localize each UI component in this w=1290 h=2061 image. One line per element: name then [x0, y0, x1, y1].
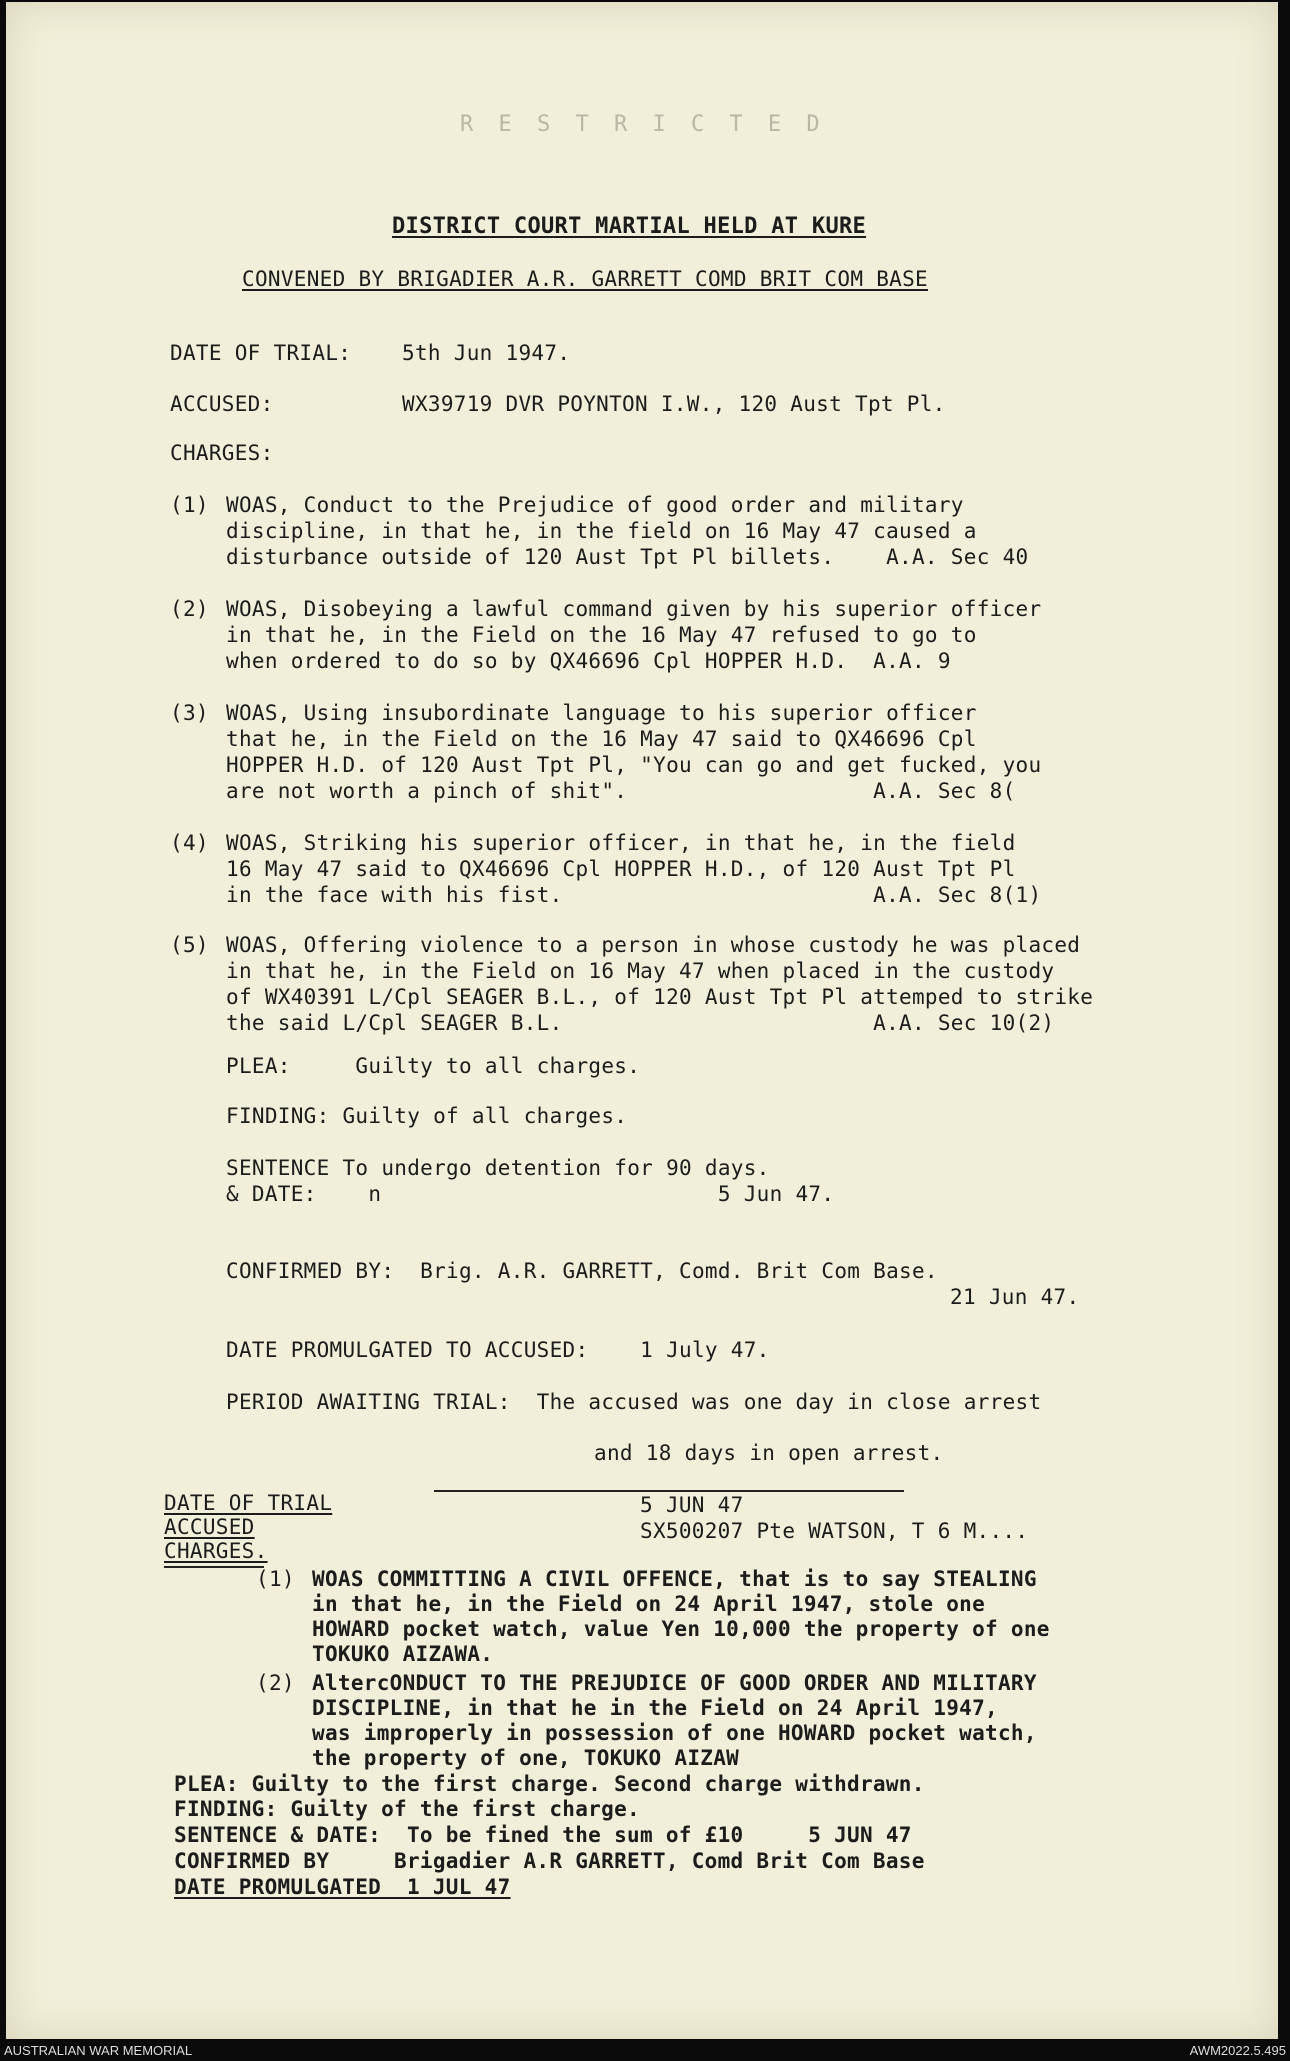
plea: PLEA: Guilty to all charges.	[226, 1054, 641, 1078]
charge-line: WOAS, Disobeying a lawful command given by his superior officer	[226, 597, 1042, 621]
trial2-sentence: SENTENCE & DATE: To be fined the sum of £10 5 JUN 47	[174, 1823, 912, 1847]
charge-line: WOAS, Striking his superior officer, in that he, in the field	[226, 831, 1016, 855]
trial2-charge-number: (2)	[256, 1671, 295, 1695]
trial2-accused-label: ACCUSED	[164, 1515, 255, 1539]
trial2-finding: FINDING: Guilty of the first charge.	[174, 1797, 640, 1821]
date-promulgated: DATE PROMULGATED TO ACCUSED: 1 July 47.	[226, 1338, 770, 1362]
charge-line: the said L/Cpl SEAGER B.L. A.A. Sec 10(2)	[226, 1011, 1055, 1035]
charge-number: (4)	[170, 831, 209, 855]
trial2-charge-line: the property of one, TOKUKO AIZAW	[312, 1746, 740, 1770]
trial2-charge-line: WOAS COMMITTING A CIVIL OFFENCE, that is to say STEALING	[312, 1567, 1037, 1591]
archive-reference: AWM2022.5.495	[1189, 2043, 1286, 2058]
trial2-charges-label: CHARGES.	[164, 1539, 268, 1563]
charge-number: (5)	[170, 933, 209, 957]
charge-line: 16 May 47 said to QX46696 Cpl HOPPER H.D., of 120 Aust Tpt Pl	[226, 857, 1016, 881]
confirmed-date: 21 Jun 47.	[950, 1285, 1080, 1309]
charge-line: of WX40391 L/Cpl SEAGER B.L., of 120 Aust Tpt Pl attemped to strike	[226, 985, 1094, 1009]
sentence-date: & DATE: n 5 Jun 47.	[226, 1182, 835, 1206]
trial2-charge-line: DISCIPLINE, in that he in the Field on 24 April 1947,	[312, 1696, 998, 1720]
trial2-plea: PLEA: Guilty to the first charge. Second charge withdrawn.	[174, 1772, 925, 1796]
sentence: SENTENCE To undergo detention for 90 days.	[226, 1156, 770, 1180]
archive-footer	[0, 2039, 1290, 2061]
trial2-charge-line: in that he, in the Field on 24 April 1947, stole one	[312, 1592, 986, 1616]
charge-line: WOAS, Using insubordinate language to his superior officer	[226, 701, 977, 725]
trial2-charge-line: was improperly in possession of one HOWARD pocket watch,	[312, 1721, 1037, 1745]
charge-number: (2)	[170, 597, 209, 621]
confirmed-by: CONFIRMED BY: Brig. A.R. GARRETT, Comd. Brit Com Base.	[226, 1259, 938, 1283]
underline-rule	[164, 1566, 264, 1568]
charge-line: that he, in the Field on the 16 May 47 said to QX46696 Cpl	[226, 727, 977, 751]
finding: FINDING: Guilty of all charges.	[226, 1104, 628, 1128]
trial2-date-promulgated: DATE PROMULGATED 1 JUL 47	[174, 1875, 511, 1899]
charge-line: in that he, in the Field on 16 May 47 when placed in the custody	[226, 959, 1055, 983]
trial2-date-value: 5 JUN 47	[640, 1493, 744, 1517]
trial2-charge-line: HOWARD pocket watch, value Yen 10,000 the property of one	[312, 1617, 1050, 1641]
trial2-accused-value: SX500207 Pte WATSON, T 6 M....	[640, 1519, 1029, 1543]
accused-value: WX39719 DVR POYNTON I.W., 120 Aust Tpt Pl.	[402, 392, 946, 416]
charge-line: discipline, in that he, in the field on 16 May 47 caused a	[226, 519, 977, 543]
trial2-charge-line: TOKUKO AIZAWA.	[312, 1642, 494, 1666]
charge-line: disturbance outside of 120 Aust Tpt Pl billets. A.A. Sec 40	[226, 545, 1029, 569]
period-awaiting-trial-cont: and 18 days in open arrest.	[594, 1441, 944, 1465]
charge-line: WOAS, Offering violence to a person in whose custody he was placed	[226, 933, 1081, 957]
accused-label: ACCUSED:	[170, 392, 274, 416]
trial2-charge-number: (1)	[256, 1567, 295, 1591]
trial2-charge-line: AltercONDUCT TO THE PREJUDICE OF GOOD ORDER AND MILITARY	[312, 1671, 1037, 1695]
trial-date-value: 5th Jun 1947.	[402, 341, 571, 365]
charge-line: in that he, in the Field on the 16 May 47 refused to go to	[226, 623, 977, 647]
trial2-date-label: DATE OF TRIAL	[164, 1491, 333, 1515]
charge-number: (3)	[170, 701, 209, 725]
restricted-stamp: R E S T R I C T E D	[460, 112, 826, 137]
charge-number: (1)	[170, 493, 209, 517]
document-title: DISTRICT COURT MARTIAL HELD AT KURE	[392, 214, 867, 239]
charge-line: when ordered to do so by QX46696 Cpl HOPPER H.D. A.A. 9	[226, 649, 951, 673]
charge-line: are not worth a pinch of shit". A.A. Sec 8(	[226, 779, 1016, 803]
charge-line: WOAS, Conduct to the Prejudice of good order and military	[226, 493, 964, 517]
trial2-confirmed-by: CONFIRMED BY Brigadier A.R GARRETT, Comd Brit Com Base	[174, 1849, 925, 1873]
trial-date-label: DATE OF TRIAL:	[170, 341, 352, 365]
period-awaiting-trial: PERIOD AWAITING TRIAL: The accused was one day in close arrest	[226, 1390, 1042, 1414]
archive-name: AUSTRALIAN WAR MEMORIAL	[4, 2043, 193, 2058]
charge-line: in the face with his fist. A.A. Sec 8(1)	[226, 883, 1042, 907]
charge-line: HOPPER H.D. of 120 Aust Tpt Pl, "You can go and get fucked, you	[226, 753, 1042, 777]
charges-label: CHARGES:	[170, 441, 274, 465]
convened-by: CONVENED BY BRIGADIER A.R. GARRETT COMD BRIT COM BASE	[242, 267, 928, 291]
